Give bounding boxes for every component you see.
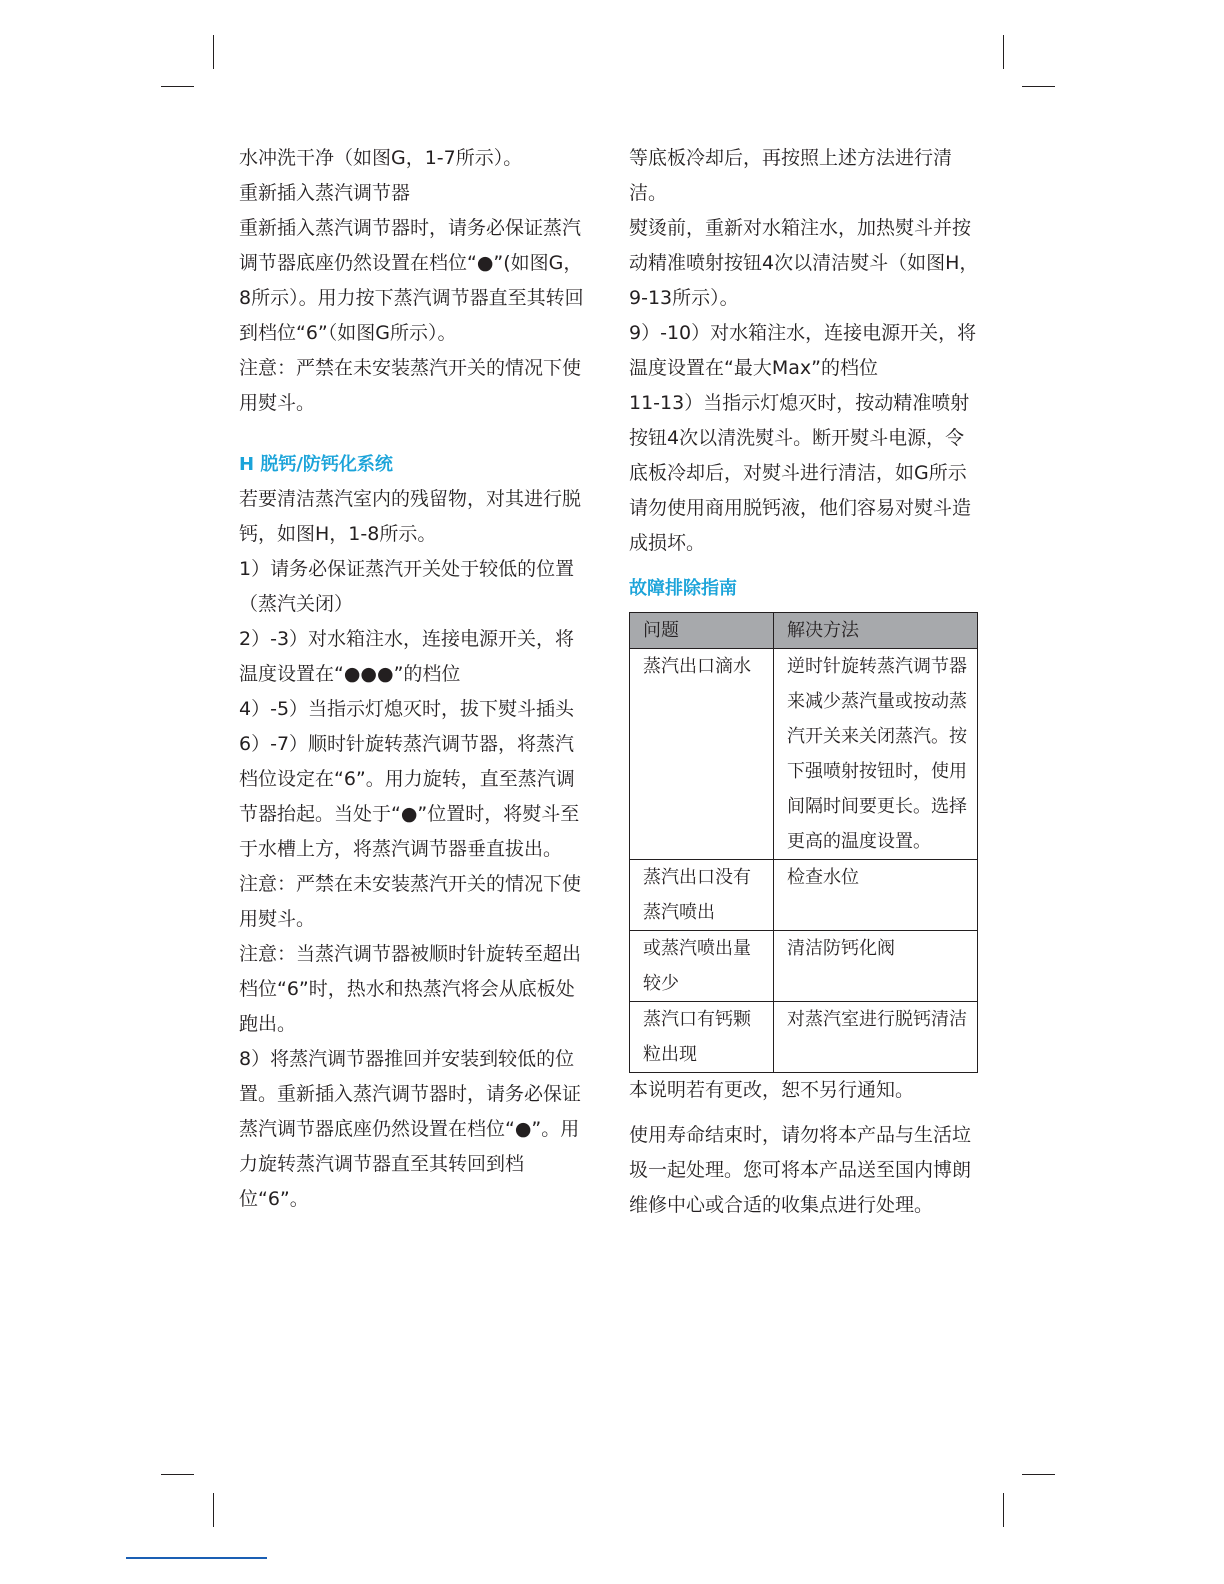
table-row [630,1002,978,1073]
troubleshooting-heading: 故障排除指南 [629,578,737,599]
table-row [630,860,978,931]
disposal-notice: 使用寿命结束时，请勿将本产品与生活垃圾一起处理。您可将本产品送至国内博朗维修中心或合适的收集点进行处理。 [629,1124,972,1216]
warning-note: 注意：严禁在未安装蒸汽开关的情况下使用熨斗。 [239,873,582,930]
crop-mark-top-right-vertical [1003,35,1004,69]
troubleshooting-table [629,612,978,1073]
bottom-link-underline [126,1557,267,1559]
paragraph: 重新插入蒸汽调节器 [239,182,411,204]
paragraph: 注意：严禁在未安装蒸汽开关的情况下使用熨斗。 [239,357,582,414]
paragraph: 若要清洁蒸汽室内的残留物，对其进行脱钙，如图H，1-8所示。 [239,488,582,545]
problem-cell: 或蒸汽喷出量较少 [630,931,774,1002]
crop-mark-bottom-right-horizontal [1022,1474,1055,1475]
crop-mark-bottom-left-vertical [213,1493,214,1527]
crop-mark-bottom-right-vertical [1003,1493,1004,1527]
table-row [630,931,978,1002]
problem-cell: 蒸汽出口没有蒸汽喷出 [630,860,774,931]
paragraph: 请勿使用商用脱钙液，他们容易对熨斗造成损坏。 [629,497,972,554]
problem-cell: 蒸汽口有钙颗粒出现 [630,1002,774,1073]
crop-mark-bottom-left-horizontal [161,1474,194,1475]
crop-mark-top-left-horizontal [161,86,194,87]
column-header-solution: 解决方法 [774,613,978,649]
solution-cell: 清洁防钙化阀 [774,931,978,1002]
paragraph: 熨烫前，重新对水箱注水，加热熨斗并按动精准喷射按钮4次以清洁熨斗（如图H，9-13所示）。 [629,217,979,309]
step-8: 8）将蒸汽调节器推回并安装到较低的位置。重新插入蒸汽调节器时，请务必保证蒸汽调节器底座仍然设置在档位“●”。用力旋转蒸汽调节器直至其转回到档位“6”。 [239,1048,582,1210]
warning-note: 注意：当蒸汽调节器被顺时针旋转至超出档位“6”时，热水和热蒸汽将会从底板处跑出。 [239,943,582,1035]
paragraph: 重新插入蒸汽调节器时，请务必保证蒸汽调节器底座仍然设置在档位“●”(如图G，8所示）。用力按下蒸汽调节器直至其转回到档位“6”（如图G所示）。 [239,217,584,344]
solution-cell: 检查水位 [774,860,978,931]
step-4-5: 4）-5）当指示灯熄灭时，拔下熨斗插头 [239,698,575,720]
column-header-problem: 问题 [630,613,774,649]
step-1: 1）请务必保证蒸汽开关处于较低的位置（蒸汽关闭） [239,558,575,615]
paragraph: 等底板冷却后，再按照上述方法进行清洁。 [629,147,953,204]
table-row [630,649,978,860]
step-9-10: 9）-10）对水箱注水，连接电源开关，将温度设置在“最大Max”的档位 [629,322,977,379]
paragraph: 水冲洗干净（如图G，1-7所示）。 [239,147,523,169]
crop-mark-top-right-horizontal [1022,86,1055,87]
change-notice: 本说明若有更改，恕不另行通知。 [629,1079,915,1101]
section-h-heading: H 脱钙/防钙化系统 [239,454,393,475]
problem-cell: 蒸汽出口滴水 [630,649,774,860]
crop-mark-top-left-vertical [213,35,214,69]
solution-cell: 逆时针旋转蒸汽调节器来减少蒸汽量或按动蒸汽开关来关闭蒸汽。按下强喷射按钮时，使用间隔时间要更长。选择更高的温度设置。 [774,649,978,860]
step-11-13: 11-13）当指示灯熄灭时，按动精准喷射按钮4次以清洗熨斗。断开熨斗电源，令底板冷却后，对熨斗进行清洁，如G所示 [629,392,970,484]
step-2-3: 2）-3）对水箱注水，连接电源开关，将温度设置在“●●●”的档位 [239,628,575,685]
table-header-row [630,613,978,649]
solution-cell: 对蒸汽室进行脱钙清洁 [774,1002,978,1073]
right-column [629,141,981,1223]
step-6-7: 6）-7）顺时针旋转蒸汽调节器，将蒸汽档位设定在“6”。用力旋转，直至蒸汽调节器抬起。当处于“●”位置时，将熨斗至于水槽上方，将蒸汽调节器垂直拔出。 [239,733,580,860]
left-column [239,141,585,1217]
